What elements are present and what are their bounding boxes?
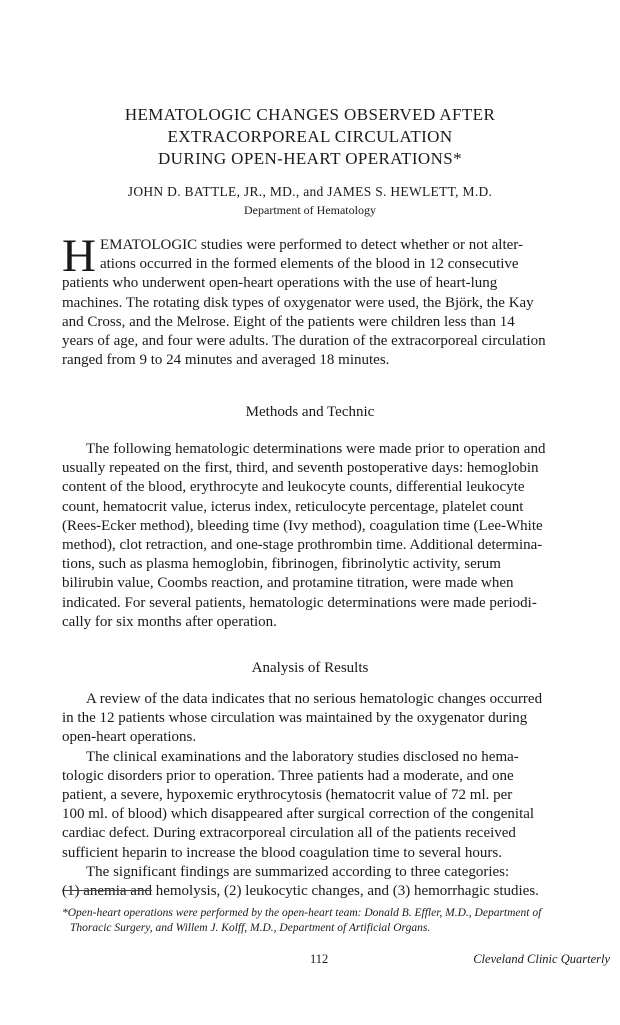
- text-line: patients who underwent open-heart operations with the use of heart-lung: [62, 275, 498, 292]
- article-title: [40, 104, 580, 170]
- text-line: count, hematocrit value, icterus index, reticulocyte percentage, platelet count: [62, 498, 524, 515]
- text-line: tologic disorders prior to operation. Three patients had a moderate, and one: [62, 767, 514, 784]
- text-line: method), clot retraction, and one-stage prothrombin time. Additional determina-: [62, 537, 543, 554]
- intro-paragraph: [62, 230, 612, 370]
- text-line: ations occurred in the formed elements of the blood in 12 consecutive: [99, 256, 519, 273]
- author-line: JOHN D. BATTLE, JR., MD., and JAMES S. HEWLETT, M.D.: [127, 184, 493, 199]
- methods-paragraph: [62, 440, 612, 632]
- footnote-line: *Open-heart operations were performed by the open-heart team: Donald B. Effler, M.D., Department of: [62, 907, 542, 919]
- results-paragraphs: [62, 690, 612, 901]
- journal-name: Cleveland Clinic Quarterly: [473, 952, 610, 966]
- text-line: 100 ml. of blood) which disappeared after surgical correction of the congenital: [62, 806, 535, 823]
- text-line: ranged from 9 to 24 minutes and averaged 18 minutes.: [62, 352, 390, 369]
- title-line: DURING OPEN-HEART OPERATIONS*: [158, 149, 462, 168]
- text-line: cally for six months after operation.: [62, 613, 277, 630]
- footnote-line: Thoracic Surgery, and Willem J. Kolff, M.D., Department of Artificial Organs.: [70, 922, 431, 934]
- text-line: years of age, and four were adults. The duration of the extracorporeal circulation: [62, 333, 546, 350]
- text-line: and Cross, and the Melrose. Eight of the patients were children less than 14: [62, 313, 515, 330]
- section-heading-results: Analysis of Results: [251, 660, 369, 676]
- title-line: HEMATOLOGIC CHANGES OBSERVED AFTER: [124, 105, 496, 124]
- text-line: usually repeated on the first, third, and seventh postoperative days: hemoglobin: [62, 460, 539, 477]
- text-line: patient, a severe, hypoxemic erythrocytosis (hematocrit value of 72 ml. per: [62, 787, 513, 804]
- text-line: sufficient heparin to increase the blood coagulation time to several hours.: [62, 844, 503, 861]
- text-line: The significant findings are summarized according to three categories:: [86, 863, 510, 880]
- section-heading-methods: Methods and Technic: [245, 404, 375, 420]
- text-line: The following hematologic determinations were made prior to operation and: [86, 441, 546, 457]
- page-number: 112: [310, 952, 329, 966]
- department-line: Department of Hematology: [244, 203, 376, 217]
- text-line: (Rees-Ecker method), bleeding time (Ivy method), coagulation time (Lee-White: [62, 517, 543, 534]
- text-line: tions, such as plasma hemoglobin, fibrinogen, fibrinolytic activity, serum: [62, 556, 501, 573]
- footnote: [62, 906, 612, 936]
- text-line: (1) anemia and hemolysis, (2) leukocytic changes, and (3) hemorrhagic studies.: [62, 883, 539, 900]
- text-line: cardiac defect. During extracorporeal circulation all of the patients received: [62, 825, 516, 842]
- text-line: The clinical examinations and the laboratory studies disclosed no hema-: [86, 748, 519, 765]
- footnote-rule: [62, 890, 152, 891]
- text-line: open-heart operations.: [62, 729, 197, 746]
- title-line: EXTRACORPOREAL CIRCULATION: [167, 127, 453, 146]
- text-line: indicated. For several patients, hematologic determinations were made periodi-: [62, 594, 537, 611]
- text-line: machines. The rotating disk types of oxygenator were used, the Björk, the Kay: [62, 294, 534, 311]
- text-line: bilirubin value, Coombs reaction, and protamine titration, were made when: [62, 575, 514, 592]
- text-line: A review of the data indicates that no serious hematologic changes occurred: [86, 691, 543, 707]
- text-line: EMATOLOGIC studies were performed to detect whether or not alter-: [99, 237, 523, 253]
- drop-cap: H: [62, 230, 96, 282]
- text-line: in the 12 patients whose circulation was maintained by the oxygenator during: [62, 710, 528, 727]
- text-line: content of the blood, erythrocyte and leukocyte counts, differential leukocyte: [62, 479, 525, 496]
